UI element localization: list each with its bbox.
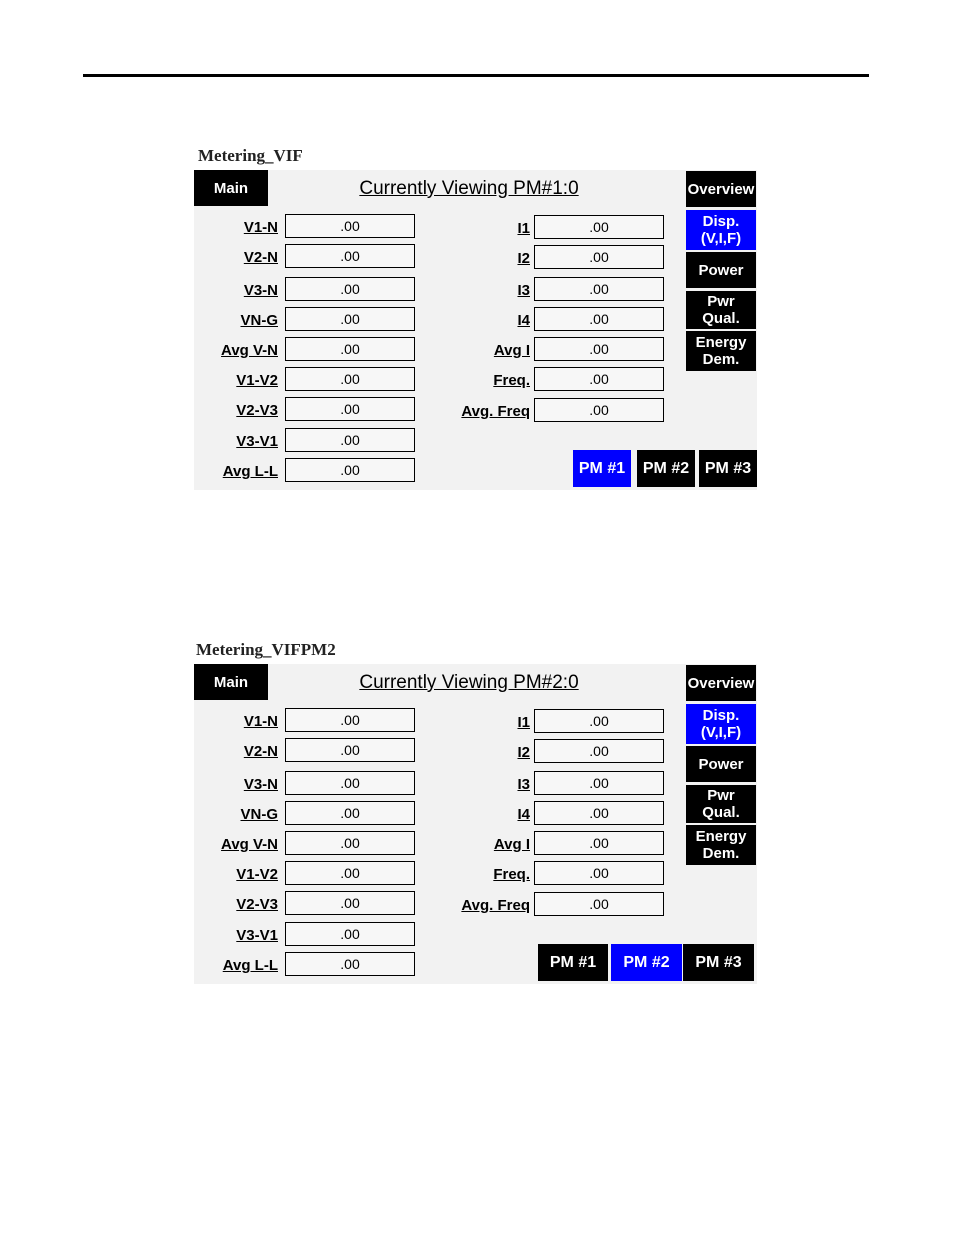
field-label: V1-V2 (236, 372, 278, 389)
value-field: .00 (285, 738, 415, 762)
value-field: .00 (534, 892, 664, 916)
pm-button-2[interactable]: PM #2 (611, 944, 682, 981)
field-label: I3 (517, 776, 530, 793)
field-label: V1-N (243, 219, 278, 236)
nav-button-energy[interactable] (686, 331, 756, 371)
value-field: .00 (534, 831, 664, 855)
nav-button-pwr[interactable] (686, 291, 756, 329)
screen-caption: Metering_VIF (198, 146, 303, 165)
field-label: V2-V3 (236, 896, 278, 913)
pm-button-1[interactable]: PM #1 (573, 450, 631, 487)
nav-button-label (701, 707, 741, 741)
value-field: .00 (285, 367, 415, 391)
value-field: .00 (534, 739, 664, 763)
value-field: .00 (534, 307, 664, 331)
value-field: .00 (534, 337, 664, 361)
nav-button-pwr[interactable] (686, 785, 756, 823)
nav-button-overview[interactable] (686, 171, 756, 207)
field-label: I4 (517, 312, 530, 329)
nav-button-label (698, 756, 743, 773)
value-field: .00 (285, 307, 415, 331)
field-label: I1 (517, 220, 530, 237)
value-field: .00 (285, 891, 415, 915)
value-field: .00 (534, 801, 664, 825)
nav-button-overview[interactable] (686, 665, 756, 701)
nav-button-label (701, 213, 741, 247)
value-field: .00 (285, 277, 415, 301)
field-label: V2-V3 (236, 402, 278, 419)
nav-button-disp[interactable] (686, 210, 756, 250)
nav-label-line1: Pwr (707, 293, 735, 310)
field-label: Avg I (493, 836, 530, 853)
pm-button-3[interactable]: PM #3 (699, 450, 757, 487)
field-label: V2-N (243, 743, 278, 760)
value-field: .00 (285, 801, 415, 825)
nav-button-label (702, 293, 740, 327)
value-field: .00 (534, 709, 664, 733)
pm-button-3[interactable]: PM #3 (683, 944, 754, 981)
nav-label-line2: Dem. (702, 351, 740, 368)
value-field: .00 (534, 398, 664, 422)
field-label: V3-V1 (236, 927, 278, 944)
value-field: .00 (285, 214, 415, 238)
value-field: .00 (285, 337, 415, 361)
nav-button-label (698, 262, 743, 279)
hmi-screen (194, 170, 757, 490)
field-label: I3 (517, 282, 530, 299)
main-button[interactable]: Main (194, 664, 268, 700)
nav-button-label (702, 787, 740, 821)
field-label: Freq. (493, 372, 530, 389)
field-label: I4 (517, 806, 530, 823)
field-label: Avg. Freq (461, 897, 530, 914)
nav-button-label (688, 181, 755, 198)
nav-label-line1: Disp. (702, 213, 740, 230)
hmi-screen (194, 664, 757, 984)
field-label: Avg V-N (221, 342, 278, 359)
screen-caption: Metering_VIFPM2 (196, 640, 336, 659)
value-field: .00 (534, 367, 664, 391)
nav-button-label (696, 828, 747, 862)
nav-label-line1: Energy (695, 334, 747, 351)
field-label: Avg L-L (222, 463, 278, 480)
field-label: V2-N (243, 249, 278, 266)
value-field: .00 (285, 861, 415, 885)
value-field: .00 (285, 244, 415, 268)
nav-button-power[interactable] (686, 746, 756, 782)
value-field: .00 (285, 708, 415, 732)
field-label: V3-N (243, 282, 278, 299)
pm-button-2[interactable]: PM #2 (637, 450, 695, 487)
value-field: .00 (285, 831, 415, 855)
nav-label-line2: (V,I,F) (700, 724, 742, 741)
field-label: I2 (517, 250, 530, 267)
nav-label-line1: Power (698, 261, 744, 279)
value-field: .00 (534, 771, 664, 795)
value-field: .00 (285, 771, 415, 795)
page-title: Currently Viewing PM#2:0 (359, 672, 579, 693)
nav-label-line1: Power (698, 755, 744, 773)
field-label: I1 (517, 714, 530, 731)
field-label: V1-N (243, 713, 278, 730)
field-label: Avg V-N (221, 836, 278, 853)
field-label: VN-G (240, 806, 278, 823)
nav-button-label (696, 334, 747, 368)
top-rule (83, 74, 869, 77)
field-label: Avg I (493, 342, 530, 359)
field-label: V3-N (243, 776, 278, 793)
main-button[interactable]: Main (194, 170, 268, 206)
field-label: V1-V2 (236, 866, 278, 883)
nav-label-line1: Overview (687, 180, 755, 198)
value-field: .00 (285, 458, 415, 482)
nav-label-line1: Disp. (702, 707, 740, 724)
value-field: .00 (285, 397, 415, 421)
nav-label-line2: (V,I,F) (700, 230, 742, 247)
field-label: Avg L-L (222, 957, 278, 974)
nav-label-line2: Qual. (702, 804, 740, 821)
nav-label-line2: Qual. (702, 310, 740, 327)
nav-label-line1: Pwr (707, 787, 735, 804)
nav-label-line1: Energy (695, 828, 747, 845)
value-field: .00 (285, 428, 415, 452)
field-label: Freq. (493, 866, 530, 883)
field-label: Avg. Freq (461, 403, 530, 420)
value-field: .00 (534, 277, 664, 301)
pm-button-1[interactable]: PM #1 (538, 944, 608, 981)
value-field: .00 (285, 952, 415, 976)
value-field: .00 (285, 922, 415, 946)
page-title: Currently Viewing PM#1:0 (359, 178, 579, 199)
nav-button-disp[interactable] (686, 704, 756, 744)
nav-button-label (688, 675, 755, 692)
nav-button-power[interactable] (686, 252, 756, 288)
nav-button-energy[interactable] (686, 825, 756, 865)
value-field: .00 (534, 215, 664, 239)
value-field: .00 (534, 861, 664, 885)
field-label: V3-V1 (236, 433, 278, 450)
nav-label-line2: Dem. (702, 845, 740, 862)
field-label: VN-G (240, 312, 278, 329)
nav-label-line1: Overview (687, 674, 755, 692)
field-label: I2 (517, 744, 530, 761)
value-field: .00 (534, 245, 664, 269)
